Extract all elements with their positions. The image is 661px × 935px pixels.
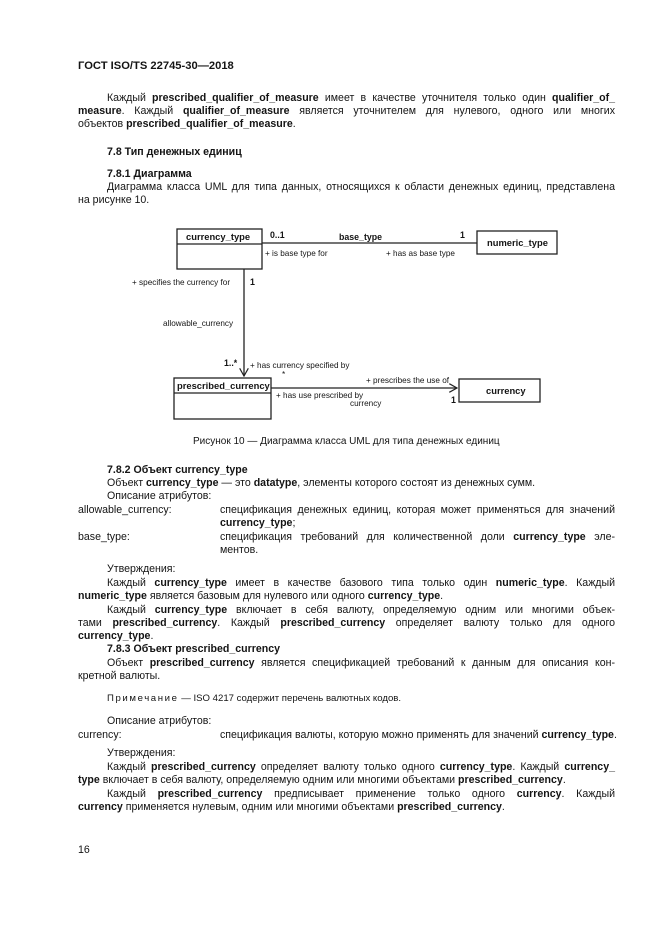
section-7-8-3-line-1: Объект prescribed_currency является спецификацией требований к данным для описания кон- bbox=[107, 657, 615, 669]
section-7-8-1-line-1: Диаграмма класса UML для типа данных, относящихся к области денежных единиц, представлена bbox=[107, 181, 615, 193]
intro-line-3: объектов prescribed_qualifier_of_measure. bbox=[78, 118, 296, 130]
role-prescribes-use-of: + prescribes the use of bbox=[366, 376, 450, 385]
note-label: Примечание bbox=[107, 693, 179, 704]
attributes-label-2: Описание атрибутов: bbox=[107, 715, 212, 727]
assertion-4-line-1: Каждый prescribed_currency предписывает применение только одного currency. Каждый bbox=[107, 788, 616, 800]
attr-desc-base-type-1: спецификация требований для количественной доли currency_type эле- bbox=[220, 531, 616, 543]
section-7-8-1-title: 7.8.1 Диаграмма bbox=[107, 168, 192, 180]
section-7-8-3-title: 7.8.3 Объект prescribed_currency bbox=[107, 643, 281, 655]
attr-name-allowable-currency: allowable_currency: bbox=[78, 504, 172, 516]
role-is-base-type-for: + is base type for bbox=[265, 249, 328, 258]
multiplicity-1-many: 1..* bbox=[224, 358, 238, 368]
role-has-currency-specified-by: + has currency specified by bbox=[250, 361, 350, 370]
section-7-8-3-line-2: кретной валюты. bbox=[78, 670, 161, 682]
multiplicity-0-1: 0..1 bbox=[270, 230, 285, 240]
attr-desc-base-type-2: ментов. bbox=[220, 544, 259, 556]
document-header: ГОСТ ISO/TS 22745-30—2018 bbox=[78, 60, 234, 72]
multiplicity-1-currency: 1 bbox=[451, 395, 456, 405]
intro-line-1: Каждый prescribed_qualifier_of_measure имеет в качестве уточнителя только один qualifier_of_ bbox=[107, 92, 616, 104]
assertions-label-2: Утверждения: bbox=[107, 747, 176, 759]
assertions-label-1: Утверждения: bbox=[107, 563, 176, 575]
role-has-use-prescribed-by: + has use prescribed by bbox=[276, 391, 364, 400]
attr-desc-allowable-currency-2: currency_type; bbox=[220, 517, 296, 529]
role-has-use-prescribed-by-target: currency bbox=[350, 399, 382, 408]
class-name-currency-type: currency_type bbox=[186, 231, 251, 242]
attr-desc-currency: спецификация валюты, которую можно применять для значений currency_type. bbox=[220, 729, 617, 741]
section-7-8-title: 7.8 Тип денежных единиц bbox=[107, 146, 242, 158]
section-7-8-2-title: 7.8.2 Объект currency_type bbox=[107, 464, 248, 476]
assertion-2-line-3: currency_type. bbox=[78, 630, 154, 642]
intro-line-2: measure. Каждый qualifier_of_measure является уточнителем для нулевого, одного или многих bbox=[78, 105, 615, 117]
assertion-3-line-2: type включает в себя валюту, определяемую одним или многими объектами prescribed_currency. bbox=[78, 774, 566, 786]
section-7-8-1-line-2: на рисунке 10. bbox=[78, 194, 150, 206]
assertion-1-line-1: Каждый currency_type имеет в качестве базового типа только один numeric_type. Каждый bbox=[107, 577, 615, 589]
attributes-label-1: Описание атрибутов: bbox=[107, 490, 212, 502]
multiplicity-1-currency-type: 1 bbox=[250, 277, 255, 287]
assertion-3-line-1: Каждый prescribed_currency определяет валюту только одного currency_type. Каждый currency_ bbox=[107, 761, 615, 773]
role-has-as-base-type: + has as base type bbox=[386, 249, 455, 258]
class-name-numeric-type: numeric_type bbox=[487, 237, 548, 248]
attr-name-base-type: base_type: bbox=[78, 531, 130, 543]
role-has-currency-specified-by-star: * bbox=[282, 370, 286, 379]
attr-name-currency: currency: bbox=[78, 729, 122, 741]
section-7-8-2-definition: Объект currency_type — это datatype, элементы которого состоят из денежных сумм. bbox=[107, 477, 536, 489]
role-allowable-currency: allowable_currency bbox=[163, 319, 234, 328]
role-base-type: base_type bbox=[339, 232, 383, 242]
assertion-2-line-2: тами prescribed_currency. Каждый prescribed_currency определяет валюту только для одного bbox=[78, 617, 615, 629]
assertion-4-line-2: currency применяется нулевым, одним или многими объектами prescribed_currency. bbox=[78, 801, 505, 813]
role-specifies-currency-for: + specifies the currency for bbox=[132, 278, 231, 287]
assertion-1-line-2: numeric_type является базовым для нулевого или одного currency_type. bbox=[78, 590, 444, 602]
page-number: 16 bbox=[78, 844, 90, 856]
note: Примечание — ISO 4217 содержит перечень валютных кодов. bbox=[107, 693, 402, 704]
multiplicity-1-numeric: 1 bbox=[460, 230, 465, 240]
class-name-prescribed-currency: prescribed_currency bbox=[177, 380, 270, 391]
figure-caption: Рисунок 10 — Диаграмма класса UML для типа денежных единиц bbox=[193, 436, 500, 447]
attr-desc-allowable-currency-1: спецификация денежных единиц, которая может применяться для значений bbox=[220, 504, 615, 516]
assertion-2-line-1: Каждый currency_type включает в себя валюту, определяемую одним или многими объек- bbox=[107, 604, 615, 616]
class-name-currency: currency bbox=[486, 385, 526, 396]
